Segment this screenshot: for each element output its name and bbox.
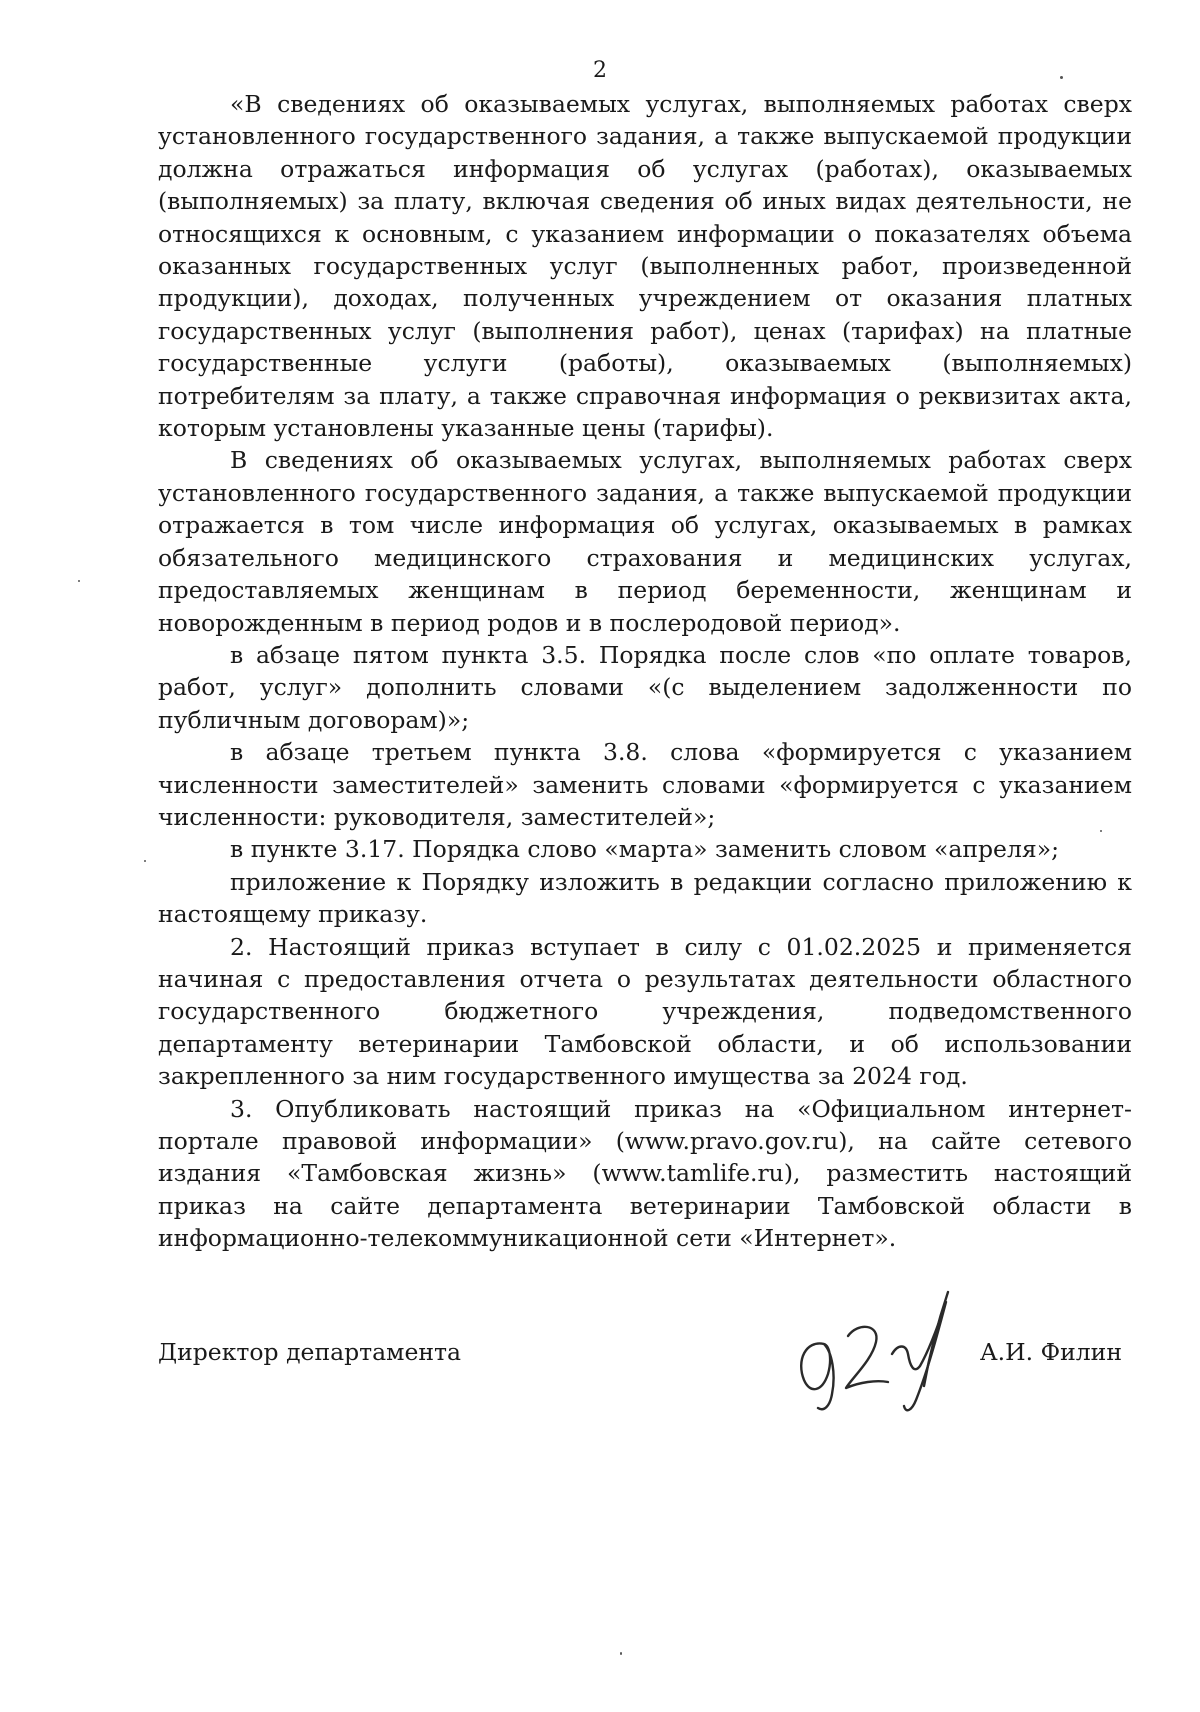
- signer-name: А.И. Филин: [979, 1338, 1122, 1366]
- paragraph-amend-3-8: в абзаце третьем пункта 3.8. слова «формируется с указанием численности заместителей» заменить словами «формируется с указанием численности: руководителя, заместителей»;: [158, 738, 1132, 831]
- paragraph-amend-3-17: в пункте 3.17. Порядка слово «марта» заменить словом «апреля»;: [230, 835, 1060, 864]
- document-body: [158, 88, 1132, 1255]
- paragraph-oms-services: В сведениях об оказываемых услугах, выполняемых работах сверх установленного государственного задания, а также выпускаемой продукции отражается в том числе информация об услугах, оказываемых в рамках обязательного медицинского страхования и медицинских услугах, предоставляемых женщинам в период беременности, женщинам и новорожденным в период родов и в послеродовой период».: [158, 446, 1132, 637]
- paragraph-effective-date: 2. Настоящий приказ вступает в силу с 01.02.2025 и применяется начиная с предоставления отчета о результатах деятельности областного государственного бюджетного учреждения, подведомственного департаменту ветеринарии Тамбовской области, и об использовании закрепленного за ним государственного имущества за 2024 год.: [158, 932, 1132, 1091]
- signature-block: [158, 1322, 1132, 1382]
- scan-speck: [1100, 830, 1102, 832]
- paragraph-amend-3-5: в абзаце пятом пункта 3.5. Порядка после слов «по оплате товаров, работ, услуг» дополнить словами «(с выделением задолженности по публичным договорам)»;: [158, 640, 1132, 734]
- paragraph-appendix: приложение к Порядку изложить в редакции согласно приложению к настоящему приказу.: [158, 867, 1132, 929]
- signer-title: Директор департамента: [158, 1338, 462, 1366]
- scan-speck: [144, 860, 146, 862]
- paragraph-services-info: «В сведениях об оказываемых услугах, выполняемых работах сверх установленного государственного задания, а также выпускаемой продукции должна отражаться информация об услугах (работах), оказываемых (выполняемых) за плату, включая сведения об иных видах деятельности, не относящихся к основным, с указанием информации о показателях объема оказанных государственных услуг (выполненных работ, произведенной продукции), доходах, полученных учреждением от оказания платных государственных услуг (выполнения работ), ценах (тарифах) на платные государственные услуги (работы), оказываемых (выполняемых) потребителям за плату, а также справочная информация о реквизитах акта, которым установлены указанные цены (тарифы).: [158, 90, 1132, 443]
- paragraph-publication: 3. Опубликовать настоящий приказ на «Официальном интернет-портале правовой информации» (www.pravo.gov.ru), на сайте сетевого издания «Тамбовская жизнь» (www.tamlife.ru), разместить настоящий приказ на сайте департамента ветеринарии Тамбовской области в информационно-телекоммуникационной сети «Интернет».: [158, 1094, 1132, 1253]
- handwritten-signature: [788, 1282, 1008, 1422]
- scan-speck: [1060, 76, 1063, 79]
- scan-speck: [620, 1652, 622, 1655]
- page-number: 2: [593, 58, 607, 83]
- scan-speck: [78, 580, 80, 582]
